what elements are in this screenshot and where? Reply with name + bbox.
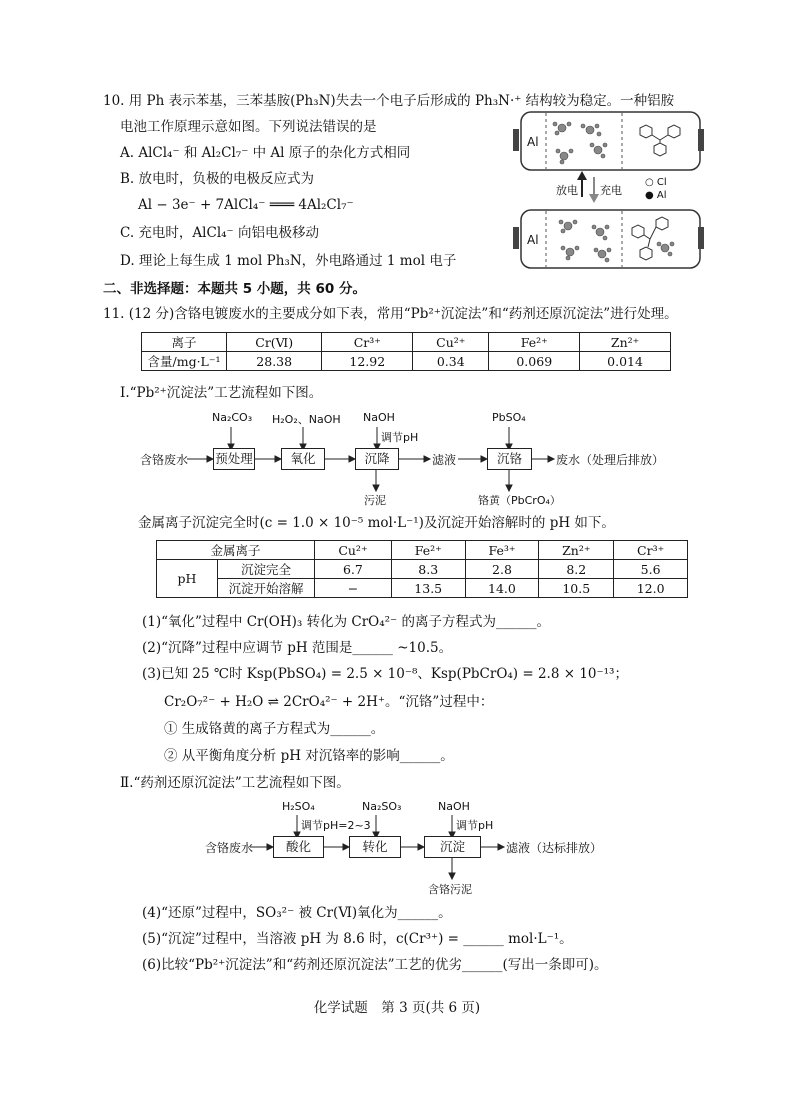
table-header-cell: Cu²⁺	[413, 333, 489, 352]
flow1-output-chrome-yellow: 铬黄（PbCrO₄）	[478, 494, 561, 507]
q11-sub2: (2)“沉降”过程中应调节 pH 范围是______ ~10.5。	[142, 640, 453, 656]
flow2-reagent-h2so4: H₂SO₄	[282, 800, 315, 813]
table-header-cell: 金属离子	[157, 541, 315, 560]
q10-option-b: B. 放电时，负极的电极反应式为	[120, 171, 315, 187]
q10-stem-line1: 10. 用 Ph 表示苯基，三苯基胺(Ph₃N)失去一个电子后形成的 Ph₃N·⁺ 结构较为稳定。一种铝胺	[103, 93, 675, 109]
table-cell: 沉淀完全	[218, 560, 315, 579]
q11-sub3-part2: ② 从平衡角度分析 pH 对沉铬率的影响______。	[164, 748, 454, 764]
flow2-adjust-ph-2-3: 调节pH=2~3	[301, 819, 371, 832]
table-header-cell: Fe²⁺	[391, 541, 465, 560]
flow1-filtrate: 滤液	[432, 453, 457, 467]
flow2-end: 滤液（达标排放）	[506, 841, 603, 855]
table-header-cell: Zn²⁺	[580, 333, 671, 352]
table-cell: 8.2	[539, 560, 614, 579]
page-footer: 化学试题 第 3 页(共 6 页)	[313, 1000, 481, 1016]
q11-stem: 11. (12 分)含铬电镀废水的主要成分如下表，常用“Pb²⁺沉淀法”和“药剂还原沉淀法”进行处理。	[103, 306, 678, 322]
flow1-adjust-ph: 调节pH	[381, 431, 419, 444]
legend-cl: ○ Cl	[645, 177, 667, 188]
flow2-step-convert: 转化	[349, 836, 401, 858]
q11-sub3-ksp: (3)已知 25 ℃时 Ksp(PbSO₄) = 2.5 × 10⁻⁸、Ksp(PbCrO₄) = 2.8 × 10⁻¹³；	[142, 666, 628, 682]
flow1-reagent-na2co3: Na₂CO₃	[212, 411, 253, 424]
flow2-step-acidify: 酸化	[273, 836, 324, 858]
flow1-reagent-h2o2-naoh: H₂O₂、NaOH	[272, 413, 341, 426]
part1-title: Ⅰ.“Pb²⁺沉淀法”工艺流程如下图。	[120, 385, 323, 401]
q10-option-a: A. AlCl₄⁻ 和 Al₂Cl₇⁻ 中 Al 原子的杂化方式相同	[120, 145, 411, 161]
table-cell: 12.0	[614, 579, 688, 598]
flow2-output-sludge: 含铬污泥	[428, 883, 472, 896]
table-header-cell: Fe²⁺	[489, 333, 580, 352]
al-electrode-label-bottom: Al	[527, 233, 539, 247]
flow1-reagent-naoh: NaOH	[363, 411, 395, 424]
table-header-cell: Cu²⁺	[315, 541, 392, 560]
table-cell: 2.8	[465, 560, 539, 579]
table-cell: 14.0	[465, 579, 539, 598]
q10-option-d: D. 理论上每生成 1 mol Ph₃N，外电路通过 1 mol 电子	[120, 253, 457, 269]
flow1-output-sludge: 污泥	[364, 494, 386, 507]
discharge-label: 放电	[556, 184, 578, 197]
legend-al: ● Al	[645, 190, 667, 201]
table-cell: 13.5	[391, 579, 465, 598]
table-cell: pH	[157, 560, 218, 598]
table-cell: 28.38	[227, 352, 322, 371]
table-cell: −	[315, 579, 392, 598]
flow1-step-chrome-precip: 沉铬	[487, 448, 532, 470]
table-header-cell: Cr³⁺	[322, 333, 413, 352]
table2-caption: 金属离子沉淀完全时(c = 1.0 × 10⁻⁵ mol·L⁻¹)及沉淀开始溶解时的 pH 如下。	[138, 515, 615, 531]
q10-option-b-equation: Al − 3e⁻ + 7AlCl₄⁻ ═══ 4Al₂Cl₇⁻	[138, 197, 354, 213]
table-header-cell: Cr³⁺	[614, 541, 688, 560]
table-cell: 0.34	[413, 352, 489, 371]
table-cell: 12.92	[322, 352, 413, 371]
table-cell: 0.069	[489, 352, 580, 371]
table-header-cell: Cr(Ⅵ)	[227, 333, 322, 352]
q11-sub3-equilibrium: Cr₂O₇²⁻ + H₂O ⇌ 2CrO₄²⁻ + 2H⁺。“沉铬”过程中：	[164, 694, 494, 710]
table-cell: 8.3	[391, 560, 465, 579]
flow1-reagent-pbso4: PbSO₄	[492, 411, 526, 424]
flow1-start: 含铬废水	[140, 453, 189, 467]
table-cell: 含量/mg·L⁻¹	[142, 352, 227, 371]
flow1-end: 废水（处理后排放）	[556, 453, 665, 467]
part2-title: Ⅱ.“药剂还原沉淀法”工艺流程如下图。	[120, 775, 350, 791]
q11-sub3-part1: ① 生成铬黄的离子方程式为______。	[164, 721, 385, 737]
q10-option-c: C. 充电时，AlCl₄⁻ 向铝电极移动	[120, 225, 319, 241]
q11-sub4: (4)“还原”过程中，SO₃²⁻ 被 Cr(Ⅵ)氧化为______。	[142, 905, 452, 921]
table-cell: 0.014	[580, 352, 671, 371]
flow2-start: 含铬废水	[205, 841, 254, 855]
table-header-cell: 离子	[142, 333, 227, 352]
table-cell: 10.5	[539, 579, 614, 598]
flow1-step-settle: 沉降	[355, 448, 399, 470]
flow2-step-precipitate: 沉淀	[424, 836, 481, 858]
flow2-reagent-na2so3: Na₂SO₃	[362, 800, 402, 813]
table-header-cell: Fe³⁺	[465, 541, 539, 560]
table-header-cell: Zn²⁺	[539, 541, 614, 560]
table-cell: 5.6	[614, 560, 688, 579]
charge-label: 充电	[600, 184, 622, 197]
flow2-adjust-ph: 调节pH	[456, 819, 494, 832]
al-electrode-label-top: Al	[527, 135, 539, 149]
q11-sub1: (1)“氧化”过程中 Cr(OH)₃ 转化为 CrO₄²⁻ 的离子方程式为______。	[142, 614, 550, 630]
q11-sub6: (6)比较“Pb²⁺沉淀法”和“药剂还原沉淀法”工艺的优劣______(写出一条即可)。	[142, 957, 608, 973]
q10-stem-line2: 电池工作原理示意如图。下列说法错误的是	[120, 119, 377, 135]
table-cell: 沉淀开始溶解	[218, 579, 315, 598]
flow2-reagent-naoh: NaOH	[438, 800, 470, 813]
flow1-step-pretreat: 预处理	[213, 448, 255, 470]
flow1-step-oxidize: 氧化	[281, 448, 325, 470]
section-2-heading: 二、非选择题：本题共 5 小题，共 60 分。	[103, 281, 366, 297]
table-cell: 6.7	[315, 560, 392, 579]
q11-sub5: (5)“沉淀”过程中，当溶液 pH 为 8.6 时，c(Cr³⁺) = ______ mol·L⁻¹。	[142, 931, 573, 947]
